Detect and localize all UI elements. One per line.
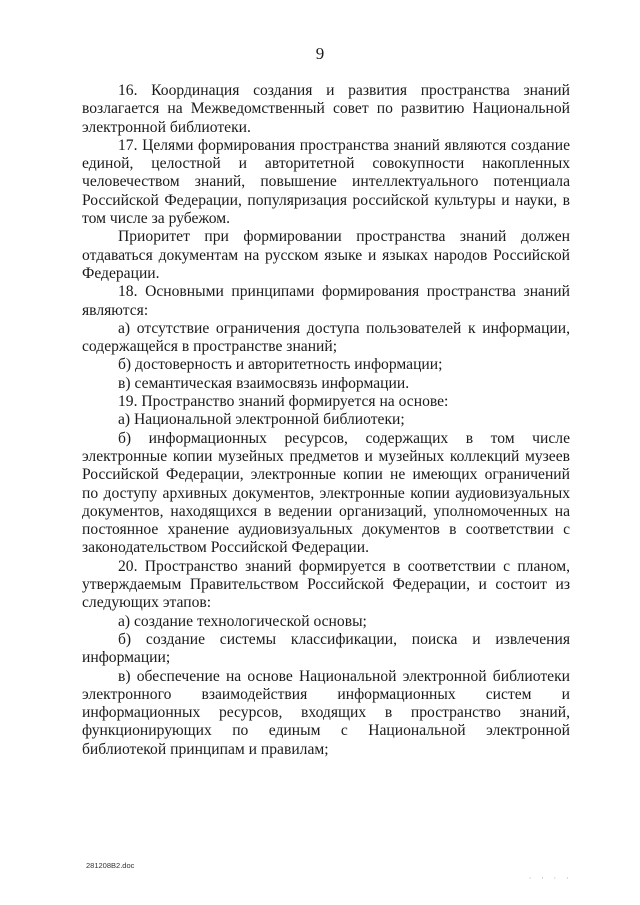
paragraph-19: 19. Пространство знаний формируется на основе:: [118, 393, 449, 411]
list-item-18c: в) семантическая взаимосвязь информации.: [118, 374, 410, 392]
footer-file-code: 281208B2.doc: [86, 861, 135, 870]
list-item-20a: а) создание технологической основы;: [118, 612, 367, 630]
list-item-18a: а) отсутствие ограничения доступа пользователей к информации, содержащейся в пространстве знаний;: [82, 319, 570, 356]
list-item-19b: б) информационных ресурсов, содержащих в том числе электронные копии музейных предметов и музейных коллекций музеев Российской Федерации, электронные копии не имеющих ограничений по доступу архивных документов, электронные копии аудиовизуальных документов, находящихся в ведении организаций, уполномоченных на постоянное хранение аудиовизуальных документов в соответствии с законодательством Российской Федерации.: [82, 429, 570, 557]
list-item-20b: б) создание системы классификации, поиска и извлечения информации;: [82, 630, 570, 667]
page-number: 9: [315, 44, 325, 63]
list-item-18b: б) достоверность и авторитетность информации;: [118, 356, 443, 374]
scan-artifact: · · · ·: [528, 875, 572, 883]
paragraph-17: 17. Целями формирования пространства знаний являются создание единой, целостной и авторитетной совокупности накопленных человечеством знаний, повышение интеллектуального потенциала Российской Федерации, популяризация российской культуры и науки, в том числе за рубежом.: [82, 136, 570, 228]
list-item-19a: а) Национальной электронной библиотеки;: [118, 411, 405, 429]
paragraph-priority: Приоритет при формировании пространства знаний должен отдаваться документам на русском языке и языках народов Российской Федерации.: [82, 228, 570, 282]
list-item-20c: в) обеспечение на основе Национальной электронной библиотеки электронного взаимодействия информационных систем и информационных ресурсов, входящих в пространство знаний, функционирующих по единым с Национальной электронной библиотекой принципам и правилам;: [82, 667, 570, 758]
paragraph-16: 16. Координация создания и развития пространства знаний возлагается на Межведомственный совет по развитию Национальной электронной библиотеки.: [82, 82, 570, 136]
paragraph-18: 18. Основными принципами формирования пространства знаний являются:: [82, 283, 570, 319]
document-body: [82, 82, 570, 759]
paragraph-20: 20. Пространство знаний формируется в соответствии с планом, утверждаемым Правительством Российской Федерации, и состоит из следующих этапов:: [82, 557, 570, 612]
